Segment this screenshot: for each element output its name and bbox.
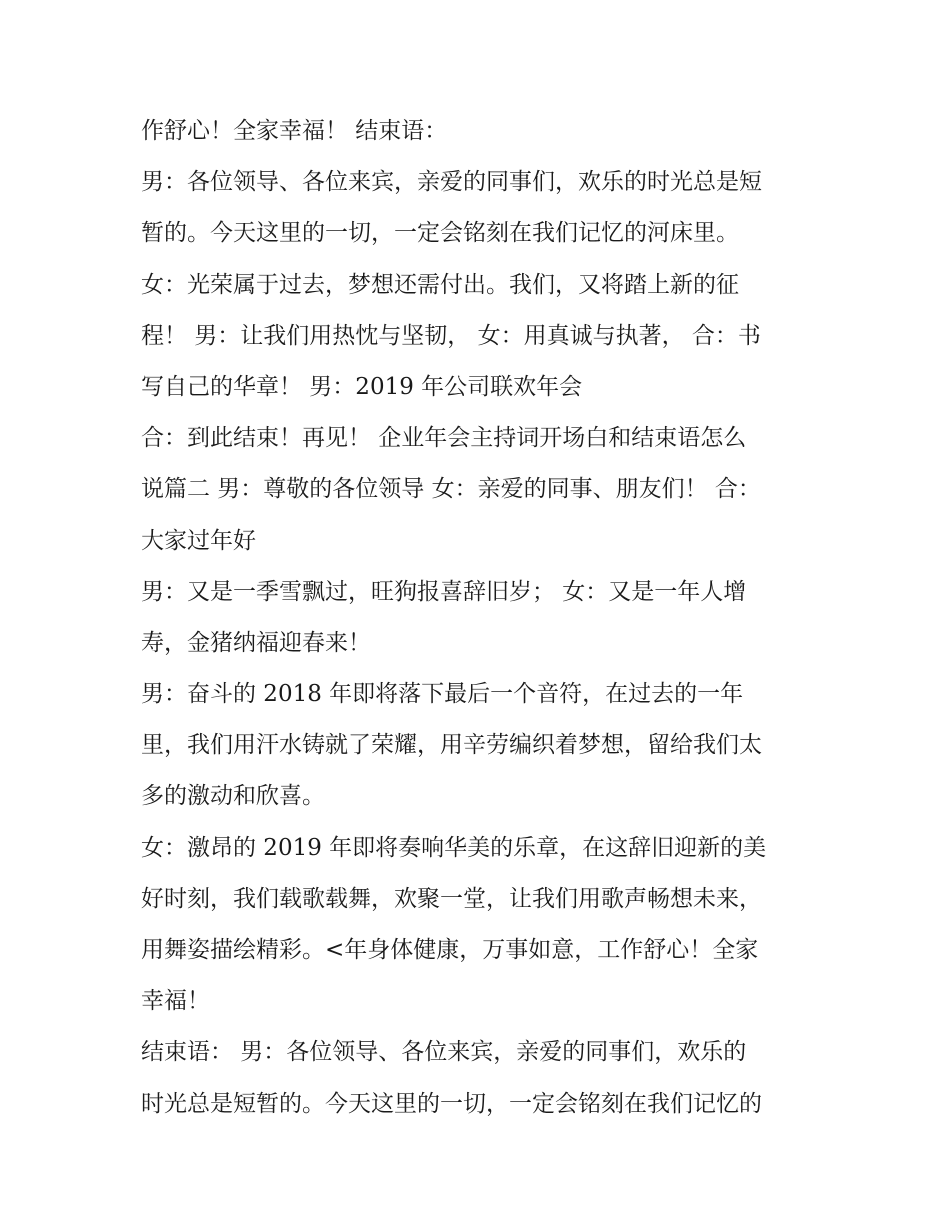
text-line: 结束语： 男：各位领导、各位来宾，亲爱的同事们，欢乐的 — [141, 1039, 747, 1066]
text-line: 时光总是短暂的。今天这里的一切，一定会铭刻在我们记忆的 — [141, 1090, 762, 1117]
text-line: 多的激动和欣喜。 — [141, 783, 325, 810]
text-line: 合：到此结束！再见！ 企业年会主持词开场白和结束语怎么 — [141, 425, 747, 452]
text-line: 女：激昂的 2019 年即将奏响华美的乐章，在这辞旧迎新的美 — [141, 834, 767, 861]
text-line: 程！ 男：让我们用热忱与坚韧， 女：用真诚与执著， 合：书 — [141, 322, 761, 349]
text-line: 说篇二 男：尊敬的各位领导 女：亲爱的同事、朋友们！ 合： — [141, 476, 761, 503]
text-line: 作舒心！全家幸福！ 结束语： — [141, 118, 448, 144]
text-line: 里，我们用汗水铸就了荣耀，用辛劳编织着梦想，留给我们太 — [141, 732, 762, 759]
text-line: 男：又是一季雪飘过，旺狗报喜辞旧岁； 女：又是一年人增 — [141, 578, 747, 605]
text-line: 用舞姿描绘精彩。<年身体健康，万事如意，工作舒心！全家 — [141, 937, 759, 963]
text-line: 寿，金猪纳福迎春来！ — [141, 629, 371, 656]
text-line: 女：光荣属于过去，梦想还需付出。我们，又将踏上新的征 — [141, 271, 739, 298]
text-line: 男：奋斗的 2018 年即将落下最后一个音符，在过去的一年 — [141, 681, 744, 708]
document-body — [141, 106, 831, 1130]
text-line: 写自己的华章！ 男：2019 年公司联欢年会 — [141, 373, 583, 400]
text-line: 大家过年好 — [141, 527, 256, 554]
text-line: 暂的。今天这里的一切，一定会铭刻在我们记忆的河床里。 — [141, 220, 739, 247]
text-line: 幸福！ — [141, 988, 210, 1015]
text-line: 男：各位领导、各位来宾，亲爱的同事们，欢乐的时光总是短 — [141, 169, 762, 196]
text-line: 好时刻，我们载歌载舞，欢聚一堂，让我们用歌声畅想未来， — [141, 885, 762, 912]
